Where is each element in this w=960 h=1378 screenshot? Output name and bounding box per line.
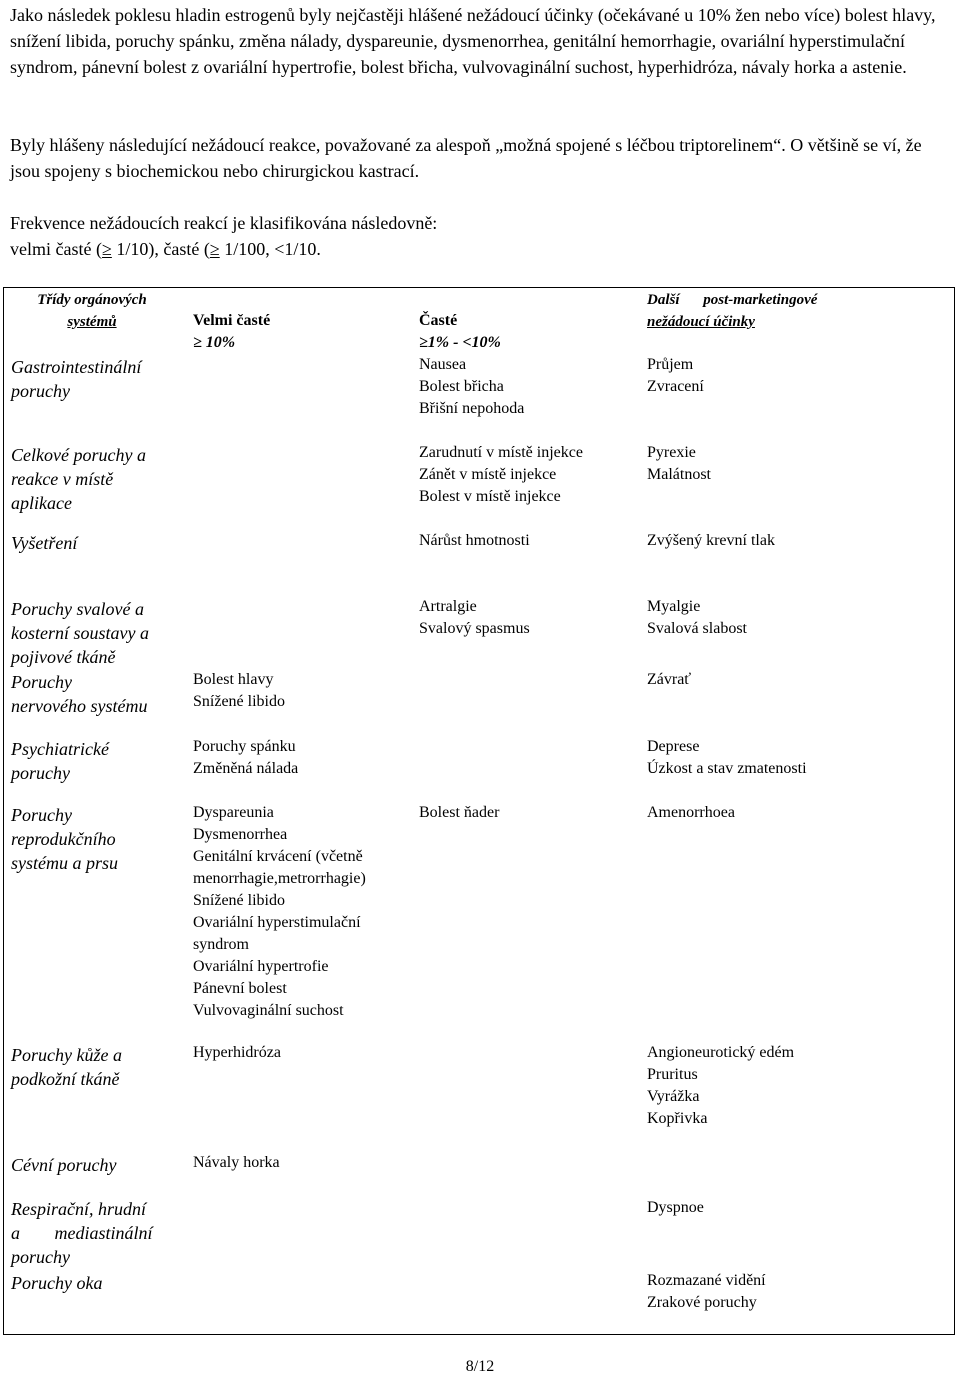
table-row-gastrointestinal-common: Nausea Bolest břicha Břišní nepohoda (419, 356, 525, 417)
header-very-common: Velmi časté (193, 312, 271, 329)
table-row-reproductive-post: Amenorrhoea (647, 804, 735, 821)
table-row-vascular-class: Cévní poruchy (11, 1155, 117, 1175)
table-row-musculoskeletal-post: Myalgie Svalová slabost (647, 598, 747, 637)
frequency-definition: velmi časté (≥ 1/10), časté (≥ 1/100, <1/10. (10, 239, 321, 259)
table-row-respiratory-post: Dyspnoe (647, 1199, 704, 1216)
table-row-skin-class: Poruchy kůže a podkožní tkáně (11, 1045, 122, 1089)
intro-paragraph-3 (10, 210, 955, 262)
table-row-nervous-post: Závrať (647, 671, 692, 688)
table-row-vascular-very-common: Návaly horka (193, 1154, 280, 1171)
table-row-gastrointestinal-post: Průjem Zvracení (647, 356, 704, 395)
header-post-marketing: Další post-marketingové nežádoucí účinky (647, 292, 818, 330)
table-row-general-post: Pyrexie Malátnost (647, 444, 711, 483)
table-row-psychiatric-post: Deprese Úzkost a stav zmatenosti (647, 738, 807, 777)
table-row-eye-post: Rozmazané vidění Zrakové poruchy (647, 1272, 766, 1311)
table-row-skin-very-common: Hyperhidróza (193, 1044, 281, 1061)
table-row-psychiatric-class: Psychiatrické poruchy (11, 739, 109, 783)
intro-paragraph-2: Byly hlášeny následující nežádoucí reakce, považované za alespoň „možná spojené s léčbou triptorelinem“. O většině se ví, že jsou spojeny s biochemickou nebo chirurgickou kastrací. (10, 135, 922, 181)
table-row-general-class: Celkové poruchy a reakce v místě aplikace (11, 445, 146, 513)
table-row-nervous-very-common: Bolest hlavy Snížené libido (193, 671, 285, 710)
table-row-investigations-class: Vyšetření (11, 533, 78, 553)
table-row-gastrointestinal-class: Gastrointestinální poruchy (11, 357, 142, 401)
table-row-investigations-post: Zvýšený krevní tlak (647, 532, 775, 549)
table-row-investigations-common: Nárůst hmotnosti (419, 532, 530, 549)
header-organ-class: Třídy orgánových systémů (37, 292, 147, 330)
frequency-heading: Frekvence nežádoucích reakcí je klasifikována následovně: (10, 213, 438, 233)
table-row-reproductive-class: Poruchy reprodukčního systému a prsu (11, 805, 118, 873)
page-number: 8/12 (465, 1358, 495, 1375)
header-very-common-range: ≥ 10% (193, 334, 236, 351)
table-row-psychiatric-very-common: Poruchy spánku Změněná nálada (193, 738, 299, 777)
table-row-nervous-class: Poruchy nervového systému (11, 672, 148, 716)
table-row-reproductive-very-common: Dyspareunia Dysmenorrhea Genitální krvácení (včetně menorrhagie,metrorrhagie) Snížené libido Ovariální hyperstimulační syndrom Ovariální hypertrofie Pánevní bolest Vulvovaginální suchost (193, 804, 366, 1019)
header-common: Časté (419, 312, 458, 329)
table-row-skin-post: Angioneurotický edém Pruritus Vyrážka Kopřivka (647, 1044, 795, 1127)
header-common-range: ≥1% - <10% (419, 334, 501, 351)
table-row-musculoskeletal-class: Poruchy svalové a kosterní soustavy a pojivové tkáně (11, 599, 149, 667)
table-row-eye-class: Poruchy oka (11, 1273, 103, 1293)
intro-paragraph-1: Jako následek poklesu hladin estrogenů byly nejčastěji hlášené nežádoucí účinky (očekávané u 10% žen nebo více) bolest hlavy, snížení libida, poruchy spánku, změna nálady, dyspareunie, dysmenorrhea, genitální hemorrhagie, ovariální hyperstimulační syndrom, pánevní bolest z ovariální hypertrofie, bolest břicha, vulvovaginální suchost, hyperhidróza, návaly horka a astenie. (10, 5, 936, 77)
table-row-reproductive-common: Bolest ňader (419, 804, 500, 821)
table-row-musculoskeletal-common: Artralgie Svalový spasmus (419, 598, 530, 637)
table-row-respiratory-class: Respirační, hrudní a mediastinální poruchy (11, 1199, 153, 1267)
table-row-general-common: Zarudnutí v místě injekce Zánět v místě injekce Bolest v místě injekce (419, 444, 583, 505)
